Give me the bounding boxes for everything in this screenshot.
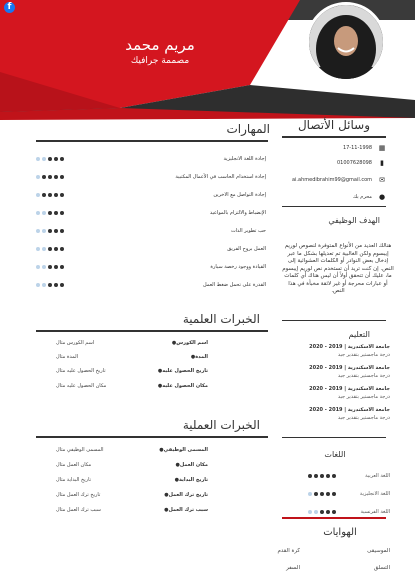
level-dot: [60, 211, 64, 215]
course-key: ● اسم الكورس: [172, 340, 208, 346]
skill-row: [36, 191, 266, 200]
education-item-title: جامعة الاسكندرية | 2019 - 2020: [309, 344, 390, 350]
phone-icon: ▮: [380, 159, 384, 167]
skill-label: القدرة على تحمل ضغط العمل: [203, 282, 266, 288]
skill-level: [36, 247, 64, 251]
level-dot: [60, 247, 64, 251]
course-row: [40, 354, 268, 364]
experience-key: ● تاريخ البداية: [175, 477, 208, 483]
experience-value: المسمى الوظيفي مثال: [56, 447, 104, 453]
experience-row: [40, 447, 268, 457]
course-key: ● مكان الحصول عليه: [158, 383, 208, 389]
level-dot: [54, 229, 58, 233]
level-dot: [326, 474, 330, 478]
location-icon: ●: [378, 193, 386, 201]
level-dot: [54, 211, 58, 215]
hobby-item: الموسيقى: [367, 548, 390, 554]
course-key: ● المدة: [191, 354, 208, 360]
skill-label: الإنضباط والالتزام بالمواعيد: [209, 210, 266, 216]
candidate-name: مريم محمد: [125, 36, 195, 54]
experience-divider: [36, 436, 268, 438]
level-dot: [332, 474, 336, 478]
level-dot: [308, 474, 312, 478]
skill-level: [36, 157, 64, 161]
contact-bottom-divider: [282, 206, 386, 207]
experience-row: [40, 492, 268, 502]
education-item: [290, 407, 390, 421]
course-row: [40, 383, 268, 393]
experience-row: [40, 477, 268, 487]
experience-value: تاريخ ترك العمل مثال: [56, 492, 101, 498]
level-dot: [326, 510, 330, 514]
course-value: مكان الحصول عليه مثال: [56, 383, 107, 389]
level-dot: [48, 247, 52, 251]
level-dot: [42, 175, 46, 179]
experience-key: ● تاريخ ترك العمل: [164, 492, 208, 498]
skill-label: إجادة اللغة الانجليزية: [223, 156, 266, 162]
language-row: [290, 490, 390, 500]
contact-email-value[interactable]: ai.ahmedibrahim99@gmail.com: [291, 177, 372, 183]
skill-row: [36, 281, 266, 290]
skill-row: [36, 155, 266, 164]
skill-row: [36, 173, 266, 182]
skill-label: إجادة التواصل مع الاخرين: [213, 192, 266, 198]
skill-label: إجادة استخدام الحاسب في الأعمال المكتبية: [175, 174, 266, 180]
experience-title: الخبرات العملية: [182, 418, 260, 432]
avatar-portrait: [309, 5, 383, 79]
objective-divider: [282, 320, 386, 321]
hobby-item: كرة القدم: [277, 548, 300, 554]
level-dot: [42, 193, 46, 197]
skill-label: العمل بروح الفريق: [227, 246, 266, 252]
level-dot: [60, 229, 64, 233]
hobbies-title: الهوايات: [323, 527, 357, 538]
contact-email: [291, 176, 386, 186]
objective-text: هنالك العديد من الأنواع المتوفرة لنصوص لوريم إيبسوم ولكن الغالبية تم تعديلها بشكل ما عبر إدخال بعض النوادر أو الكلمات العشوائية إلى النص. إن كنت تريد أن تستخدم نص لوريم إيبسوم ما، عليك أن تتحقق أولاً أن ليس هناك أي كلمات أو عبارات محرجة أو غير لائقة مخبأة في هذا النص.: [282, 243, 394, 294]
skill-level: [36, 193, 64, 197]
level-dot: [332, 510, 336, 514]
languages-title: اللغات: [324, 450, 346, 459]
email-icon: ✉: [379, 176, 385, 184]
courses-divider: [36, 330, 268, 332]
header-banner: [0, 0, 415, 125]
experience-row: [40, 507, 268, 517]
skill-level: [36, 211, 64, 215]
contact-address: [300, 193, 386, 203]
language-level: [308, 474, 336, 478]
level-dot: [54, 175, 58, 179]
courses-title: الخبرات العلمية: [182, 312, 260, 326]
level-dot: [36, 157, 40, 161]
contact-address-value: محرم بك: [353, 194, 372, 200]
language-row: [290, 472, 390, 482]
experience-key: ● سبب ترك العمل: [164, 507, 208, 513]
level-dot: [320, 492, 324, 496]
level-dot: [42, 283, 46, 287]
level-dot: [60, 265, 64, 269]
level-dot: [314, 510, 318, 514]
skill-row: [36, 263, 266, 272]
level-dot: [320, 510, 324, 514]
level-dot: [36, 211, 40, 215]
skills-divider: [36, 140, 268, 142]
education-title: التعليم: [348, 330, 370, 339]
skill-row: [36, 245, 266, 254]
experience-key: ● المسمى الوظيفي: [159, 447, 208, 453]
experience-key: ● مكان العمل: [176, 462, 209, 468]
level-dot: [36, 193, 40, 197]
hobby-item: التسلق: [373, 565, 390, 571]
level-dot: [54, 247, 58, 251]
skills-title: المهارات: [226, 122, 270, 136]
calendar-icon: ▦: [378, 144, 386, 152]
level-dot: [48, 229, 52, 233]
skill-label: القيادة ووجود رخصة سيارة: [210, 264, 266, 270]
course-value: اسم الكورس مثال: [56, 340, 95, 346]
level-dot: [42, 157, 46, 161]
contact-birthdate-value: 17-11-1998: [342, 145, 372, 151]
skill-level: [36, 283, 64, 287]
level-dot: [314, 474, 318, 478]
skill-row: [36, 209, 266, 218]
contact-phone: [300, 159, 386, 169]
course-key: ● تاريخ الحصول عليه: [158, 368, 208, 374]
experience-value: تاريخ البداية مثال: [56, 477, 91, 483]
contact-birthdate: [300, 144, 386, 154]
education-item-detail: درجة ماجستير بتقدير جيد: [337, 373, 390, 379]
education-item-title: جامعة الاسكندرية | 2019 - 2020: [309, 386, 390, 392]
level-dot: [42, 265, 46, 269]
level-dot: [48, 175, 52, 179]
language-level: [308, 492, 336, 496]
education-item: [290, 365, 390, 379]
level-dot: [36, 229, 40, 233]
avatar: [306, 2, 386, 82]
level-dot: [48, 193, 52, 197]
skill-label: حب تطوير الذات: [230, 228, 266, 234]
level-dot: [314, 492, 318, 496]
level-dot: [48, 265, 52, 269]
level-dot: [36, 283, 40, 287]
level-dot: [332, 492, 336, 496]
level-dot: [42, 211, 46, 215]
level-dot: [48, 157, 52, 161]
level-dot: [48, 283, 52, 287]
level-dot: [60, 157, 64, 161]
skill-row: [36, 227, 266, 236]
level-dot: [54, 157, 58, 161]
level-dot: [326, 492, 330, 496]
level-dot: [42, 247, 46, 251]
experience-row: [40, 462, 268, 472]
experience-value: مكان العمل مثال: [56, 462, 92, 468]
skill-level: [36, 265, 64, 269]
course-row: [40, 340, 268, 350]
level-dot: [48, 211, 52, 215]
level-dot: [54, 283, 58, 287]
contact-phone-value[interactable]: 01007628098: [337, 160, 372, 166]
skill-level: [36, 229, 64, 233]
course-value: تاريخ الحصول عليه مثال: [56, 368, 106, 374]
level-dot: [308, 492, 312, 496]
contact-divider: [282, 136, 386, 138]
level-dot: [42, 229, 46, 233]
level-dot: [36, 175, 40, 179]
education-item: [290, 386, 390, 400]
experience-value: سبب ترك العمل مثال: [56, 507, 101, 513]
language-level: [308, 510, 336, 514]
education-item-detail: درجة ماجستير بتقدير جيد: [337, 352, 390, 358]
level-dot: [36, 247, 40, 251]
education-item-title: جامعة الاسكندرية | 2019 - 2020: [309, 407, 390, 413]
objective-title: الهدف الوظيفي: [328, 216, 380, 225]
language-label: اللغة العربية: [365, 473, 390, 479]
level-dot: [36, 265, 40, 269]
language-label: اللغة الفرنسية: [360, 509, 390, 515]
languages-divider: [282, 517, 386, 519]
facebook-icon[interactable]: f: [4, 2, 15, 13]
level-dot: [60, 283, 64, 287]
level-dot: [60, 193, 64, 197]
education-item-detail: درجة ماجستير بتقدير جيد: [337, 415, 390, 421]
skill-level: [36, 175, 64, 179]
level-dot: [54, 193, 58, 197]
level-dot: [320, 474, 324, 478]
job-title: مصممة جرافيك: [130, 56, 190, 66]
education-item-title: جامعة الاسكندرية | 2019 - 2020: [309, 365, 390, 371]
language-label: اللغة الانجليزية: [359, 491, 390, 497]
hobby-item: السفر: [286, 565, 300, 571]
education-item: [290, 344, 390, 358]
course-value: المدة مثال: [56, 354, 78, 360]
course-row: [40, 368, 268, 378]
education-item-detail: درجة ماجستير بتقدير جيد: [337, 394, 390, 400]
education-divider: [282, 437, 386, 438]
contact-title: وسائل الأتصال: [297, 118, 370, 132]
level-dot: [308, 510, 312, 514]
level-dot: [60, 175, 64, 179]
level-dot: [54, 265, 58, 269]
